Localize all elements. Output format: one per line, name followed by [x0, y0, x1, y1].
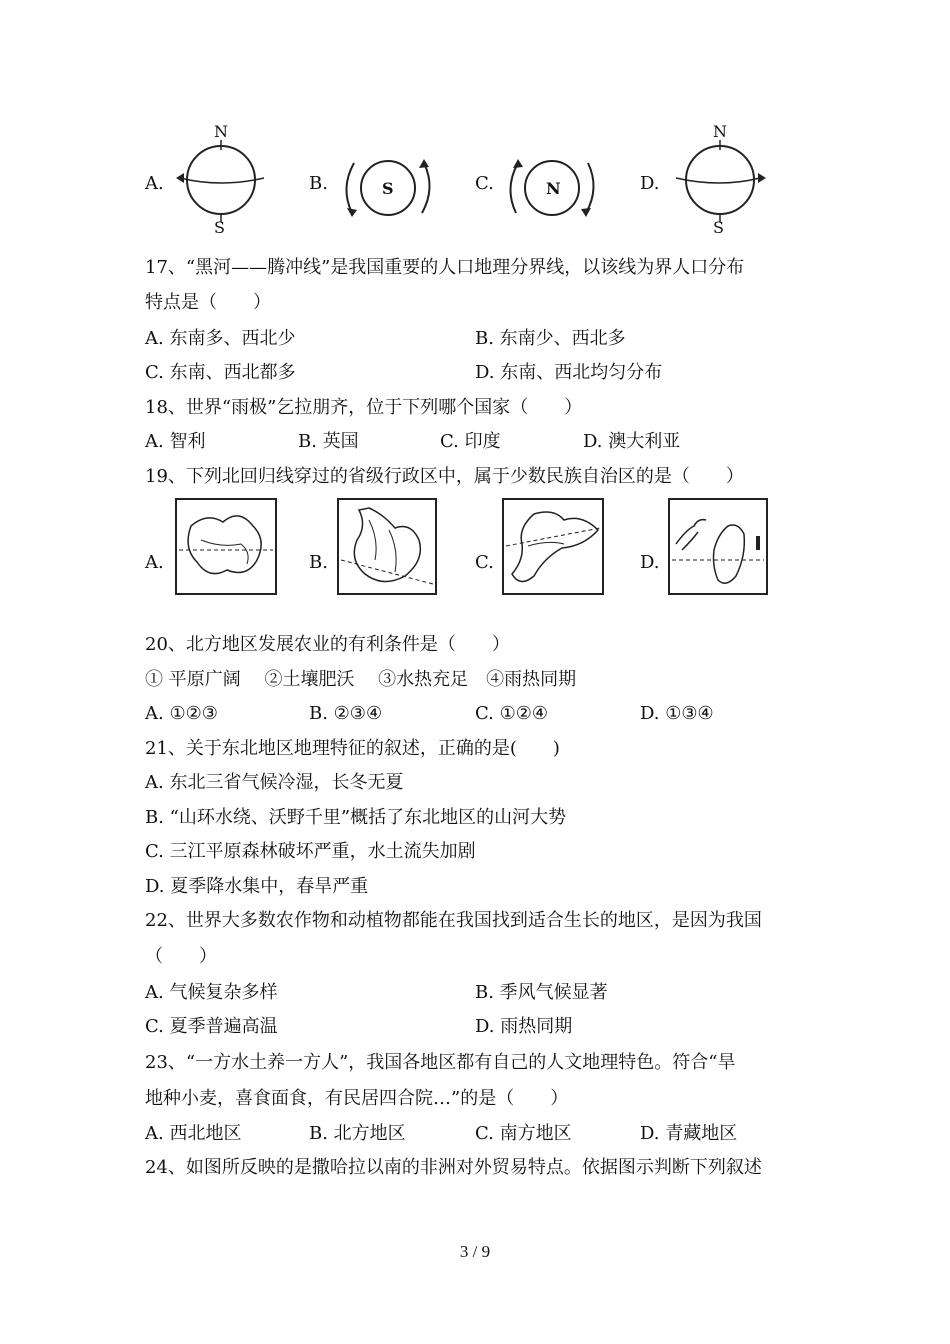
q17-stem-line2: 特点是（ ）: [145, 292, 271, 313]
q18-option-b[interactable]: B. 英国: [298, 431, 359, 452]
q18-stem: 18、世界“雨极”乞拉朋齐，位于下列哪个国家（ ）: [145, 397, 583, 418]
q22-option-a[interactable]: A. 气候复杂多样: [145, 982, 278, 1003]
page-number: 3 / 9: [459, 1242, 491, 1261]
q22-option-d[interactable]: D. 雨热同期: [475, 1016, 573, 1037]
q24-stem-line1: 24、如图所反映的是撒哈拉以南的非洲对外贸易特点。依据图示判断下列叙述: [145, 1157, 762, 1178]
province-map-d-icon: [670, 500, 766, 593]
q23-stem-line2: 地种小麦，喜食面食，有民居四合院…”的是（ ）: [145, 1088, 569, 1109]
q16-polar-view-c-figure[interactable]: [502, 155, 602, 221]
q22-option-b[interactable]: B. 季风气候显著: [475, 982, 608, 1003]
q17-option-d[interactable]: D. 东南、西北均匀分布: [475, 362, 663, 383]
globe-d-north-label: N: [713, 122, 727, 141]
q23-option-b[interactable]: B. 北方地区: [309, 1123, 406, 1144]
q17-option-a[interactable]: A. 东南多、西北少: [145, 328, 296, 349]
q22-stem-line2: （ ）: [145, 946, 217, 967]
q20-option-b[interactable]: B. ②③④: [309, 703, 383, 724]
q19-option-a-label[interactable]: A.: [145, 552, 164, 573]
q20-option-a[interactable]: A. ①②③: [145, 703, 218, 724]
q19-map-b-yunnan[interactable]: [337, 498, 437, 595]
q16-option-b-label[interactable]: B.: [309, 173, 328, 194]
q19-option-d-label[interactable]: D.: [640, 552, 660, 573]
globe-d-south-label: S: [713, 218, 724, 237]
q19-option-c-label[interactable]: C.: [475, 552, 494, 573]
province-map-c-icon: [504, 500, 602, 593]
q20-option-d[interactable]: D. ①③④: [640, 703, 714, 724]
q17-option-c[interactable]: C. 东南、西北都多: [145, 362, 296, 383]
q16-option-d-label[interactable]: D.: [640, 173, 660, 194]
q19-stem: 19、下列北回归线穿过的省级行政区中，属于少数民族自治区的是（ ）: [145, 466, 744, 487]
globe-a-south-label: S: [214, 218, 225, 237]
q22-stem-line1: 22、世界大多数农作物和动植物都能在我国找到适合生长的地区，是因为我国: [145, 910, 762, 931]
q18-option-a[interactable]: A. 智利: [145, 431, 206, 452]
q21-option-b[interactable]: B. “山环水绕、沃野千里”概括了东北地区的山河大势: [145, 807, 567, 828]
polar-b-center-label: S: [382, 179, 394, 198]
q21-stem: 21、关于东北地区地理特征的叙述，正确的是( ): [145, 738, 560, 759]
q16-globe-d-figure[interactable]: [670, 122, 770, 237]
q23-option-a[interactable]: A. 西北地区: [145, 1123, 242, 1144]
q20-conditions: ① 平原广阔 ②土壤肥沃 ③水热充足 ④雨热同期: [145, 669, 577, 690]
q22-option-c[interactable]: C. 夏季普遍高温: [145, 1016, 278, 1037]
q19-map-c-guangdong[interactable]: [502, 498, 604, 595]
q16-globe-a-figure[interactable]: [170, 122, 270, 237]
q21-option-d[interactable]: D. 夏季降水集中，春旱严重: [145, 876, 369, 897]
q18-option-c[interactable]: C. 印度: [440, 431, 501, 452]
q20-stem: 20、北方地区发展农业的有利条件是（ ）: [145, 634, 510, 655]
province-map-b-icon: [339, 500, 435, 593]
q23-stem-line1: 23、“一方水土养一方人”，我国各地区都有自己的人文地理特色。符合“旱: [145, 1052, 736, 1073]
q21-option-a[interactable]: A. 东北三省气候冷湿，长冬无夏: [145, 772, 404, 793]
q19-map-d-taiwan[interactable]: [668, 498, 768, 595]
q16-polar-view-b-figure[interactable]: [338, 155, 438, 221]
polar-c-center-label: N: [546, 179, 561, 198]
q19-option-b-label[interactable]: B.: [309, 552, 328, 573]
q23-option-d[interactable]: D. 青藏地区: [640, 1123, 738, 1144]
globe-a-north-label: N: [214, 122, 228, 141]
q23-option-c[interactable]: C. 南方地区: [475, 1123, 572, 1144]
q19-map-a-guangxi[interactable]: [175, 498, 277, 595]
q20-option-c[interactable]: C. ①②④: [475, 703, 548, 724]
province-map-a-icon: [177, 500, 275, 593]
q21-option-c[interactable]: C. 三江平原森林破坏严重，水土流失加剧: [145, 841, 476, 862]
q17-stem-line1: 17、“黑河——腾冲线”是我国重要的人口地理分界线，以该线为界人口分布: [145, 257, 745, 278]
q18-option-d[interactable]: D. 澳大利亚: [583, 431, 681, 452]
q16-option-c-label[interactable]: C.: [475, 173, 494, 194]
q16-option-a-label[interactable]: A.: [145, 173, 164, 194]
q17-option-b[interactable]: B. 东南少、西北多: [475, 328, 626, 349]
